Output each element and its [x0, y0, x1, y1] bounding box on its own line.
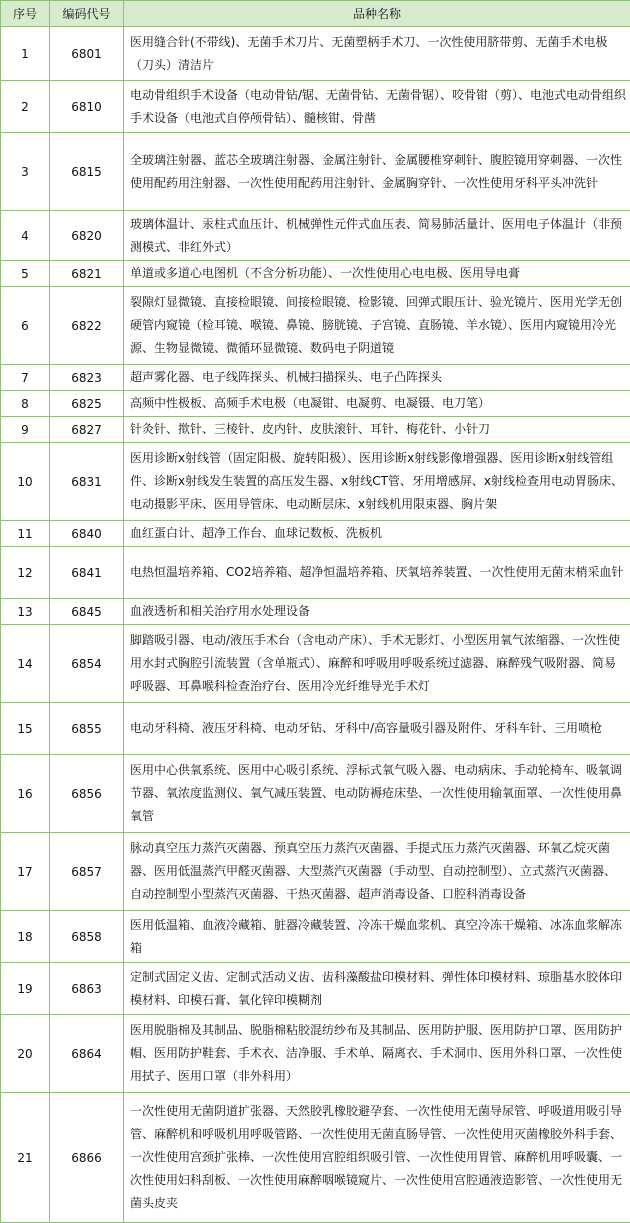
table-row: [1, 287, 630, 365]
row-name: 超声雾化器、电子线阵探头、机械扫描探头、电子凸阵探头: [124, 365, 630, 391]
table-row: [1, 443, 630, 521]
table-row: [1, 625, 630, 703]
row-name: 医用诊断x射线管（固定阳极、旋转阳极）、医用诊断x射线影像增强器、医用诊断x射线管组件、诊断x射线发生装置的高压发生器、x射线CT管、牙用增感屏、x射线检查用电动胃肠床、电动摄影平床、医用导管床、电动断层床、x射线机用限束器、胸片架: [124, 443, 630, 521]
row-index: 21: [1, 1093, 50, 1223]
row-code: 6863: [50, 963, 124, 1015]
table-row: [1, 521, 630, 547]
table-row: [1, 547, 630, 599]
row-index: 17: [1, 833, 50, 911]
row-code: 6840: [50, 521, 124, 547]
row-index: 20: [1, 1015, 50, 1093]
row-name: 医用缝合针(不带线)、无菌手术刀片、无菌塑柄手术刀、一次性使用脐带剪、无菌手术电极（刀头）清洁片: [124, 27, 630, 81]
row-code: 6822: [50, 287, 124, 365]
row-code: 6845: [50, 599, 124, 625]
row-code: 6864: [50, 1015, 124, 1093]
header-name: 品种名称: [124, 1, 630, 27]
row-name: 医用低温箱、血液冷藏箱、脏器冷藏装置、冷冻干燥血浆机、真空冷冻干燥箱、冰冻血浆解冻箱: [124, 911, 630, 963]
row-name: 血液透析和相关治疗用水处理设备: [124, 599, 630, 625]
row-name: 裂隙灯显微镜、直接检眼镜、间接检眼镜、检影镜、回弹式眼压计、验光镜片、医用光学无创硬管内窥镜（检耳镜、喉镜、鼻镜、膀胱镜、子宫镜、直肠镜、羊水镜）、医用内窥镜用冷光源、生物显微镜、微循环显微镜、数码电子阴道镜: [124, 287, 630, 365]
row-name: 全玻璃注射器、蓝芯全玻璃注射器、金属注射针、金属腰椎穿刺针、腹腔镜用穿刺器、一次性使用配药用注射器、一次性使用配药用注射针、金属胸穿针、一次性使用牙科平头冲洗针: [124, 133, 630, 211]
table-row: [1, 133, 630, 211]
row-index: 1: [1, 27, 50, 81]
row-code: 6858: [50, 911, 124, 963]
row-index: 6: [1, 287, 50, 365]
row-name: 针灸针、揿针、三棱针、皮内针、皮肤滚针、耳针、梅花针、小针刀: [124, 417, 630, 443]
table-row: [1, 1015, 630, 1093]
table-row: [1, 211, 630, 261]
table-row: [1, 911, 630, 963]
table-row: [1, 391, 630, 417]
table-row: [1, 963, 630, 1015]
row-name: 电动骨组织手术设备（电动骨钻/锯、无菌骨钻、无菌骨锯）、咬骨钳（剪）、电池式电动骨组织手术设备（电池式自停颅骨钻）、髓核钳、骨凿: [124, 81, 630, 133]
row-code: 6801: [50, 27, 124, 81]
row-name: 血红蛋白计、超净工作台、血球记数板、洗板机: [124, 521, 630, 547]
table-row: [1, 365, 630, 391]
row-index: 4: [1, 211, 50, 261]
row-name: 高频中性极板、高频手术电极（电凝钳、电凝剪、电凝镊、电刀笔）: [124, 391, 630, 417]
row-index: 2: [1, 81, 50, 133]
row-code: 6810: [50, 81, 124, 133]
row-index: 19: [1, 963, 50, 1015]
row-code: 6823: [50, 365, 124, 391]
row-name: 定制式固定义齿、定制式活动义齿、齿科藻酸盐印模材料、弹性体印模材料、琼脂基水胶体印模材料、印模石膏、氧化锌印模糊剂: [124, 963, 630, 1015]
row-index: 8: [1, 391, 50, 417]
row-name: 脚踏吸引器、电动/液压手术台（含电动产床）、手术无影灯、小型医用氧气浓缩器、一次性使用水封式胸腔引流装置（含单瓶式）、麻醉和呼吸用呼吸系统过滤器、麻醉残气吸附器、简易呼吸器、耳鼻喉科检查治疗台、医用冷光纤维导光手术灯: [124, 625, 630, 703]
table-row: [1, 755, 630, 833]
row-name: 玻璃体温计、汞柱式血压计、机械弹性元件式血压表、简易肺活量计、医用电子体温计（非预测模式、非红外式）: [124, 211, 630, 261]
row-index: 14: [1, 625, 50, 703]
row-index: 11: [1, 521, 50, 547]
row-code: 6857: [50, 833, 124, 911]
row-index: 16: [1, 755, 50, 833]
table-row: [1, 27, 630, 81]
row-index: 15: [1, 703, 50, 755]
row-index: 18: [1, 911, 50, 963]
table-row: [1, 703, 630, 755]
row-code: 6825: [50, 391, 124, 417]
row-index: 13: [1, 599, 50, 625]
row-index: 5: [1, 261, 50, 287]
row-name: 单道或多道心电图机（不含分析功能）、一次性使用心电电极、医用导电膏: [124, 261, 630, 287]
row-index: 9: [1, 417, 50, 443]
row-code: 6855: [50, 703, 124, 755]
row-code: 6856: [50, 755, 124, 833]
row-name: 医用脱脂棉及其制品、脱脂棉粘胶混纺纱布及其制品、医用防护服、医用防护口罩、医用防护帽、医用防护鞋套、手术衣、洁净服、手术单、隔离衣、手术洞巾、医用外科口罩、一次性使用拭子、医用口罩（非外科用）: [124, 1015, 630, 1093]
row-name: 一次性使用无菌阴道扩张器、天然胶乳橡胶避孕套、一次性使用无菌导尿管、呼吸道用吸引导管、麻醉机和呼吸机用呼吸管路、一次性使用无菌直肠导管、一次性使用灭菌橡胶外科手套、一次性使用宫颈扩张棒、一次性使用宫腔组织吸引管、一次性使用胃管、麻醉机用呼吸囊、一次性使用妇科刮板、一次性使用麻醉咽喉镜窥片、一次性使用宫腔通液造影管、一次性使用无菌头皮夹: [124, 1093, 630, 1223]
row-name: 电热恒温培养箱、CO2培养箱、超净恒温培养箱、厌氧培养装置、一次性使用无菌末梢采血针: [124, 547, 630, 599]
table-row: [1, 261, 630, 287]
row-name: 脉动真空压力蒸汽灭菌器、预真空压力蒸汽灭菌器、手提式压力蒸汽灭菌器、环氧乙烷灭菌器、医用低温蒸汽甲醛灭菌器、大型蒸汽灭菌器（手动型、自动控制型）、立式蒸汽灭菌器、自动控制型小型蒸汽灭菌器、干热灭菌器、超声消毒设备、口腔科消毒设备: [124, 833, 630, 911]
row-name: 电动牙科椅、液压牙科椅、电动牙钻、牙科中/高容量吸引器及附件、牙科车针、三用喷枪: [124, 703, 630, 755]
header-code: 编码代号: [50, 1, 124, 27]
row-code: 6854: [50, 625, 124, 703]
row-index: 12: [1, 547, 50, 599]
header-row: [1, 1, 630, 27]
row-index: 7: [1, 365, 50, 391]
header-index: 序号: [1, 1, 50, 27]
table-row: [1, 1093, 630, 1223]
row-code: 6820: [50, 211, 124, 261]
row-code: 6831: [50, 443, 124, 521]
table-row: [1, 599, 630, 625]
row-name: 医用中心供氧系统、医用中心吸引系统、浮标式氧气吸入器、电动病床、手动轮椅车、吸氧调节器、氧浓度监测仪、氧气减压装置、电动防褥疮床垫、一次性使用输氧面罩、一次性使用鼻氧管: [124, 755, 630, 833]
row-code: 6841: [50, 547, 124, 599]
row-index: 10: [1, 443, 50, 521]
row-code: 6815: [50, 133, 124, 211]
table-row: [1, 81, 630, 133]
row-index: 3: [1, 133, 50, 211]
row-code: 6827: [50, 417, 124, 443]
row-code: 6821: [50, 261, 124, 287]
table-row: [1, 417, 630, 443]
table-row: [1, 833, 630, 911]
row-code: 6866: [50, 1093, 124, 1223]
